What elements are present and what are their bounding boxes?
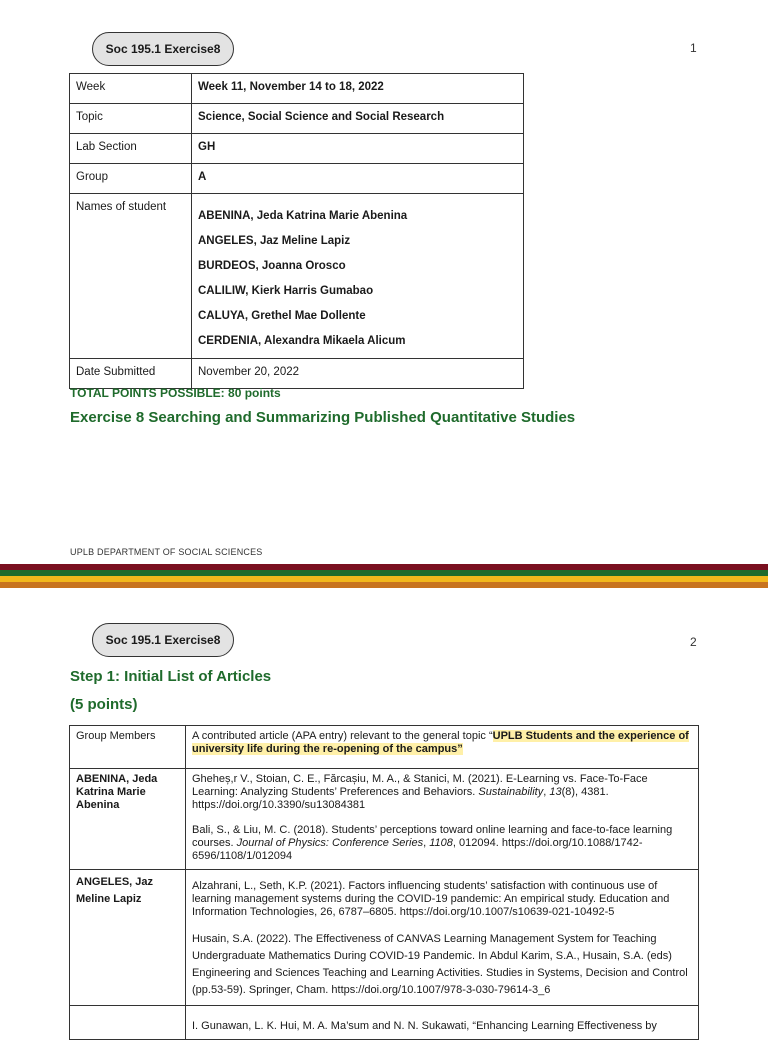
student-name: CALUYA, Grethel Mae Dollente bbox=[198, 310, 366, 322]
student-name: BURDEOS, Joanna Orosco bbox=[198, 260, 346, 272]
table-row bbox=[70, 74, 524, 104]
course-header-label: Soc 195.1 Exercise8 bbox=[92, 32, 234, 66]
week-label: Week bbox=[70, 74, 192, 104]
table-row bbox=[70, 134, 524, 164]
student-name: ANGELES, Jaz Meline Lapiz bbox=[198, 235, 351, 247]
reference-volume: 1108 bbox=[429, 837, 453, 849]
total-points: TOTAL POINTS POSSIBLE: 80 points bbox=[70, 386, 281, 400]
table-row bbox=[70, 194, 524, 359]
student-names-cell bbox=[192, 194, 524, 359]
table-row bbox=[70, 359, 524, 389]
table-row bbox=[70, 104, 524, 134]
article-header-text: A contributed article (APA entry) relevant to the general topic “ bbox=[192, 730, 493, 742]
student-name: ABENINA, Jeda Katrina Marie Abenina bbox=[198, 210, 408, 222]
group-label: Group bbox=[70, 164, 192, 194]
group-members-header: Group Members bbox=[70, 726, 186, 769]
exercise-title: Exercise 8 Searching and Summarizing Published Quantitative Studies bbox=[70, 409, 576, 426]
student-name: CALILIW, Kierk Harris Gumabao bbox=[198, 285, 374, 297]
date-submitted-value: November 20, 2022 bbox=[192, 359, 524, 389]
names-label: Names of student bbox=[70, 194, 192, 359]
table-header-row bbox=[70, 726, 699, 769]
lab-section-label: Lab Section bbox=[70, 134, 192, 164]
reference-volume: 13 bbox=[549, 786, 562, 798]
table-row bbox=[70, 164, 524, 194]
student-name: CERDENIA, Alexandra Mikaela Alicum bbox=[198, 335, 406, 347]
week-value: Week 11, November 14 to 18, 2022 bbox=[192, 74, 524, 104]
date-submitted-label: Date Submitted bbox=[70, 359, 192, 389]
stripe-orange bbox=[0, 582, 768, 588]
footer-department: UPLB DEPARTMENT OF SOCIAL SCIENCES bbox=[70, 547, 263, 557]
article-header-topic: UPLB Students and the experience of university life during the re-opening of the campus” bbox=[192, 730, 689, 755]
reference-entry bbox=[192, 824, 692, 863]
member-references bbox=[186, 769, 699, 870]
member-name bbox=[70, 1006, 186, 1040]
member-name: ANGELES, Jaz Meline Lapiz bbox=[70, 870, 186, 1006]
exercise-info-table bbox=[69, 73, 524, 389]
reference-journal: Sustainability bbox=[478, 786, 544, 798]
reference-text: , 012094. https://doi.org/10.1088/1742-6596/1108/1/012094 bbox=[192, 837, 643, 862]
reference-text: Bali, S., & Liu, M. C. (2018). Students’ perceptions toward online learning and face-to-face learning courses. bbox=[192, 824, 673, 849]
table-row bbox=[70, 870, 699, 1006]
lab-section-value: GH bbox=[192, 134, 524, 164]
reference-entry: Alzahrani, L., Seth, K.P. (2021). Factors influencing students’ satisfaction with continuous use of learning management systems during the COVID-19 pandemic: An empirical study. Education and Information Technologies, 26, 6787–6805. https://doi.org/10.1007/s10639-021-10492-5 bbox=[192, 880, 670, 918]
topic-label: Topic bbox=[70, 104, 192, 134]
reference-text: , bbox=[423, 837, 430, 849]
course-header-label: Soc 195.1 Exercise8 bbox=[92, 623, 234, 657]
reference-text: Gheheș,r V., Stoian, C. E., Fărcașiu, M. A., & Stanici, M. (2021). E-Learning vs. Face-To-Face Learning: Analyzing Students’ Preferences and Behaviors. bbox=[192, 773, 648, 798]
table-row bbox=[70, 1006, 699, 1040]
member-name: ABENINA, Jeda Katrina Marie Abenina bbox=[70, 769, 186, 870]
articles-table bbox=[69, 725, 699, 1040]
page-number: 2 bbox=[690, 635, 697, 649]
member-references bbox=[186, 1006, 699, 1040]
reference-journal: Journal of Physics: Conference Series bbox=[236, 837, 424, 849]
reference-entry bbox=[192, 773, 692, 812]
step-title: Step 1: Initial List of Articles bbox=[70, 668, 272, 685]
group-value: A bbox=[192, 164, 524, 194]
table-row bbox=[70, 769, 699, 870]
article-header bbox=[186, 726, 699, 769]
reference-entry: Husain, S.A. (2022). The Effectiveness of CANVAS Learning Management System for Teaching Undergraduate Mathematics During COVID-19 Pandemic. In Abdul Karim, S.A., Husain, S.A. (eds) Engineering and Sciences Teaching and Learning Activities. Studies in Systems, Decision and Control (pp.53-59). Springer, Cham. https://doi.org/10.1007/978-3-030-79614-3_6 bbox=[192, 933, 688, 996]
reference-text: (8), 4381. https://doi.org/10.3390/su13084381 bbox=[192, 786, 609, 811]
reference-text: , bbox=[543, 786, 550, 798]
step-points: (5 points) bbox=[70, 696, 138, 713]
footer-stripes bbox=[0, 564, 768, 588]
topic-value: Science, Social Science and Social Research bbox=[192, 104, 524, 134]
page-number: 1 bbox=[690, 41, 697, 55]
reference-entry: I. Gunawan, L. K. Hui, M. A. Ma’sum and N. N. Sukawati, “Enhancing Learning Effectiveness by bbox=[192, 1020, 657, 1032]
member-references bbox=[186, 870, 699, 1006]
